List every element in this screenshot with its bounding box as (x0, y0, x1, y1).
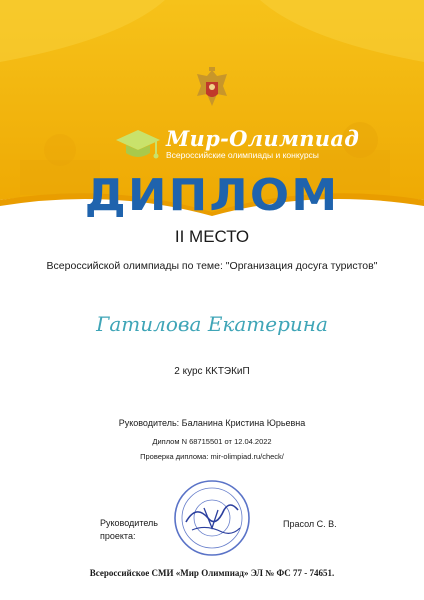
place-label: II МЕСТО (174, 227, 250, 246)
course-info: 2 курс КKТЭКиП (174, 366, 250, 377)
coat-of-arms-icon (193, 66, 231, 112)
olympiad-topic: Всероссийской олимпиады по теме: "Организация досуга туристов" (46, 260, 378, 272)
recipient-name: Гатилова Екатерина (96, 312, 328, 336)
signatory-name: Прасол С. В. (283, 519, 337, 529)
official-stamp-icon (172, 478, 252, 558)
logo-name: Мир-Олимпиад (166, 126, 360, 151)
diploma-title: ДИПЛОМ (84, 170, 340, 221)
diploma-number: Диплом N 68715501 от 12.04.2022 (152, 437, 272, 446)
brand-logo (114, 124, 360, 170)
signature-label: Руководитель проекта: (100, 518, 158, 541)
logo-subtitle: Всероссийские олимпиады и конкурсы (166, 150, 319, 160)
verification-link[interactable]: Проверка диплома: mir-olimpiad.ru/check/ (140, 452, 284, 461)
supervisor-line: Руководитель: Баланина Кристина Юрьевна (118, 418, 306, 428)
graduation-cap-icon (114, 126, 162, 164)
footer-registration: Всероссийское СМИ «Мир Олимпиад» ЭЛ № ФС 77 - 74651. (89, 568, 335, 578)
